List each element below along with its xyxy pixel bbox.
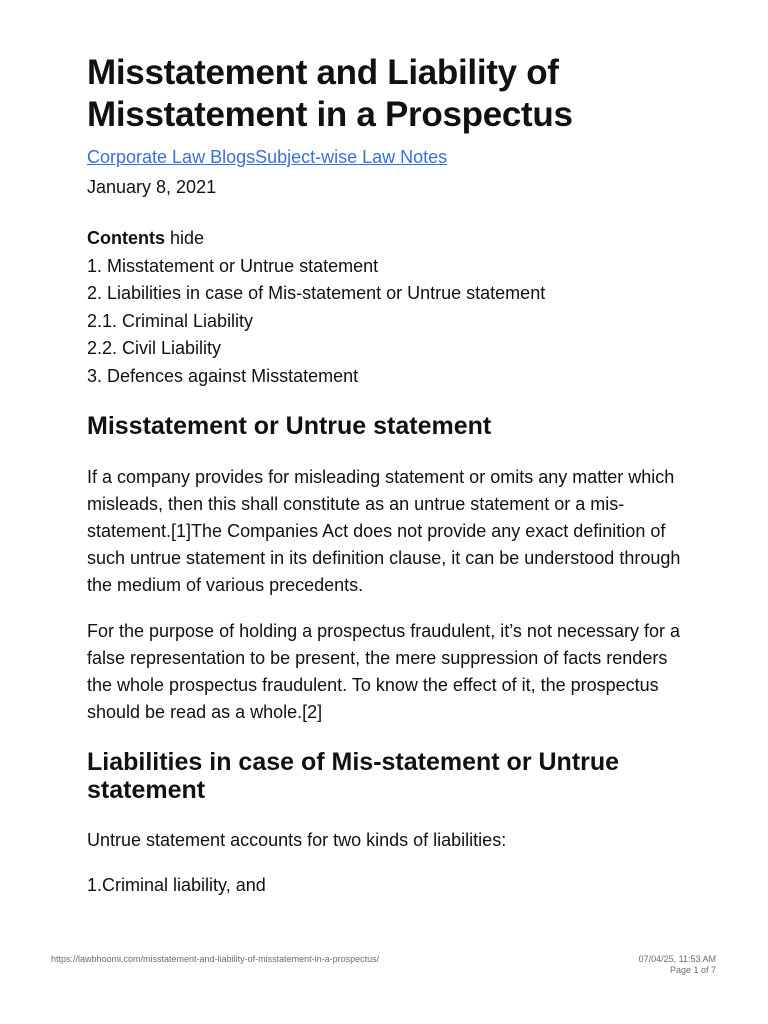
toc-item[interactable]: 2. Liabilities in case of Mis-statement or Untrue statement <box>87 283 546 303</box>
article-categories <box>87 146 687 170</box>
category-link-corporate-law-blogs[interactable]: Corporate Law Blogs <box>87 147 256 167</box>
table-of-contents <box>87 225 687 390</box>
toc-header <box>87 225 687 253</box>
article-date: January 8, 2021 <box>87 177 217 197</box>
toc-list <box>87 253 687 391</box>
toc-item[interactable]: 3. Defences against Misstatement <box>87 365 359 386</box>
section-heading-liabilities: Liabilities in case of Mis-statement or Untrue statement <box>87 748 620 804</box>
category-link-subject-wise-law-notes[interactable]: Subject-wise Law Notes <box>255 147 448 167</box>
article-content <box>87 52 687 899</box>
section-paragraph: For the purpose of holding a prospectus fraudulent, it’s not necessary for a false representation to be present, the mere suppression of facts renders the whole prospectus fraudulent. To know the effect of it, the prospectus should be read as a whole.[2] <box>87 621 681 722</box>
toc-item[interactable]: 1. Misstatement or Untrue statement <box>87 255 379 276</box>
footer-timestamp: 07/04/25, 11:53 AM <box>638 954 716 964</box>
toc-toggle[interactable]: hide <box>170 228 205 248</box>
footer-meta <box>639 954 716 976</box>
section-paragraph: Untrue statement accounts for two kinds of liabilities: <box>87 830 507 850</box>
toc-title: Contents <box>87 228 165 248</box>
section-paragraph: 1.Criminal liability, and <box>87 875 266 895</box>
footer-url: https://lawbhoomi.com/misstatement-and-liability-of-misstatement-in-a-prospectus/ <box>51 954 380 964</box>
section-paragraph: If a company provides for misleading statement or omits any matter which misleads, then this shall constitute as an untrue statement or a mis-statement.[1]The Companies Act does not provide any exact definition of such untrue statement in its definition clause, it can be understood through the medium of various precedents. <box>87 467 681 595</box>
toc-item[interactable]: 2.1. Criminal Liability <box>87 310 254 331</box>
section-heading-misstatement: Misstatement or Untrue statement <box>87 412 492 440</box>
toc-item[interactable]: 2.2. Civil Liability <box>87 338 222 358</box>
article-title: Misstatement and Liability of Misstatement in a Prospectus <box>87 53 573 134</box>
footer-page-number: Page 1 of 7 <box>669 965 716 975</box>
